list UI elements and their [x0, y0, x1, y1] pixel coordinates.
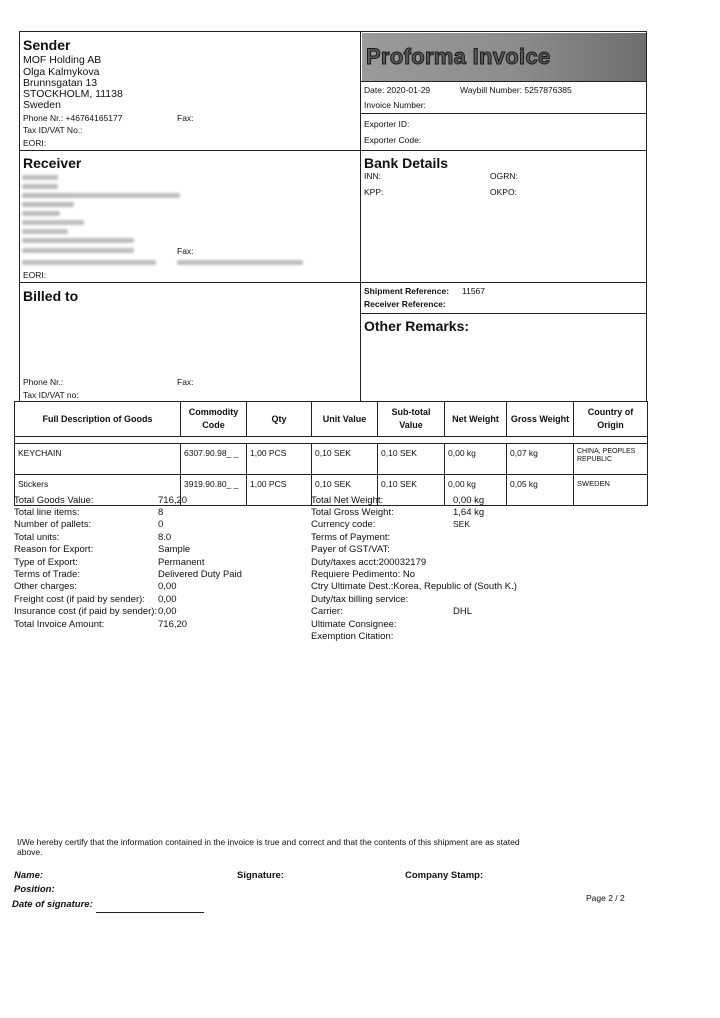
bank-okpo: OKPO: [490, 187, 517, 197]
header-net-weight: Net Weight [445, 402, 507, 437]
summary-value: Permanent [158, 557, 205, 568]
date-signature-line [96, 912, 204, 913]
summary-label: Total Net Weight: [311, 495, 384, 506]
remarks-heading: Other Remarks: [364, 318, 470, 334]
goods-header-row [15, 402, 648, 437]
sender-heading: Sender [23, 37, 71, 53]
cell-net-weight: 0,00 kg [445, 475, 507, 506]
header-gross-weight: Gross Weight [507, 402, 574, 437]
cell-unit-value: 0,10 SEK [312, 475, 378, 506]
cell-subtotal-value: 0,10 SEK [378, 444, 445, 475]
summary-value: 716,20 [158, 495, 188, 506]
bank-heading: Bank Details [364, 155, 449, 171]
sender-eori: EORI: [23, 138, 47, 148]
invoice-divider-b [360, 113, 647, 114]
summary-label: Exemption Citation: [311, 631, 394, 642]
cell-subtotal-value: 0,10 SEK [378, 475, 445, 506]
cell-country-of-origin: CHINA, PEOPLES REPUBLIC [574, 444, 648, 475]
cell-unit-value: 0,10 SEK [312, 444, 378, 475]
redacted-text [22, 229, 68, 234]
cell-commodity-code: 6307.90.98_ _ [181, 444, 247, 475]
receiver-heading: Receiver [23, 155, 82, 171]
billed-tax-id: Tax ID/VAT no: [23, 390, 79, 400]
shipment-reference-value: 11567 [462, 286, 486, 296]
name-label: Name: [14, 870, 44, 881]
redacted-text [22, 260, 156, 265]
row-divider-2 [19, 282, 647, 283]
cell-commodity-code: 3919.90.80_ _ [181, 475, 247, 506]
bank-inn: INN: [364, 171, 381, 181]
header-country-of-origin: Country of Origin [574, 402, 648, 437]
summary-value: Sample [158, 544, 191, 555]
bank-kpp: KPP: [364, 187, 384, 197]
redacted-text [22, 211, 60, 216]
sender-line: Olga Kalmykova [23, 66, 100, 78]
bank-ogrn: OGRN: [490, 171, 518, 181]
summary-value: 8.0 [158, 532, 172, 543]
cell-country-of-origin: SWEDEN [574, 475, 648, 506]
redacted-text [22, 193, 180, 198]
invoice-divider-a [360, 81, 647, 82]
summary-label: Carrier: [311, 606, 343, 617]
summary-value: 0 [158, 519, 164, 530]
sender-line: Brunnsgatan 13 [23, 77, 98, 89]
summary-label: Duty/taxes acct:200032179 [311, 557, 427, 568]
summary-value: 0,00 [158, 594, 177, 605]
billed-heading: Billed to [23, 288, 79, 304]
header-qty: Qty [247, 402, 312, 437]
cell-qty: 1,00 PCS [247, 444, 312, 475]
cell-description: Stickers [15, 475, 181, 506]
table-spacer [15, 437, 648, 444]
header-commodity-code: Commodity Code [181, 402, 247, 437]
sender-fax: Fax: [177, 113, 194, 123]
summary-value: 1,64 kg [453, 507, 485, 518]
invoice-title-banner [362, 33, 646, 81]
summary-label: Total Goods Value: [14, 495, 94, 506]
redacted-text [22, 175, 58, 180]
summary-label: Total units: [14, 532, 60, 543]
summary-label: Type of Export: [14, 557, 78, 568]
redacted-text [22, 220, 84, 225]
sender-line: MOF Holding AB [23, 54, 102, 66]
summary-label: Ultimate Consignee: [311, 619, 397, 630]
summary-value: 716,20 [158, 619, 188, 630]
summary-label: Terms of Trade: [14, 569, 80, 580]
table-row [15, 444, 648, 475]
receiver-eori: EORI: [23, 270, 47, 280]
exporter-id: Exporter ID: [364, 119, 410, 129]
summary-label: Payer of GST/VAT: [311, 544, 390, 555]
cell-gross-weight: 0,07 kg [507, 444, 574, 475]
receiver-fax: Fax: [177, 246, 194, 256]
summary-label: Currency code: [311, 519, 376, 530]
summary-value: DHL [453, 606, 473, 617]
position-label: Position: [14, 884, 55, 895]
date-of-signature-label: Date of signature: [12, 899, 93, 910]
summary-label: Total line items: [14, 507, 80, 518]
sender-line: STOCKHOLM, 11138 [23, 88, 123, 100]
summary-label: Insurance cost (if paid by sender): [14, 606, 158, 617]
summary-value: 0,00 kg [453, 495, 485, 506]
summary-label: Duty/tax billing service: [311, 594, 409, 605]
summary-value: SEK [453, 519, 471, 529]
summary-value: 8 [158, 507, 164, 518]
redacted-text [22, 184, 58, 189]
summary-value: 0,00 [158, 606, 177, 617]
summary-label: Freight cost (if paid by sender): [14, 594, 145, 605]
sender-tax-id: Tax ID/VAT No.: [23, 125, 83, 135]
cell-gross-weight: 0,05 kg [507, 475, 574, 506]
summary-label: Total Gross Weight: [311, 507, 394, 518]
redacted-text [22, 238, 134, 243]
billed-phone: Phone Nr.: [23, 377, 64, 387]
column-divider [360, 31, 361, 402]
summary-label: Other charges: [14, 581, 77, 592]
page-number: Page 2 / 2 [586, 893, 625, 903]
receiver-reference-label: Receiver Reference: [364, 299, 446, 309]
summary-label: Ctry Ultimate Dest.:Korea, Republic of (South K.) [311, 581, 517, 592]
shipment-reference-label: Shipment Reference: [364, 286, 450, 296]
redacted-text [22, 202, 74, 207]
company-stamp-label: Company Stamp: [405, 870, 484, 881]
signature-label: Signature: [237, 870, 284, 881]
billed-fax: Fax: [177, 377, 194, 387]
goods-table [14, 401, 648, 506]
sender-line: Sweden [23, 99, 61, 111]
invoice-number: Invoice Number: [364, 100, 426, 110]
certification-text-cont: above. [17, 847, 43, 857]
header-subtotal-value: Sub-total Value [378, 402, 445, 437]
remarks-divider [360, 313, 647, 314]
redacted-text [177, 260, 303, 265]
summary-label: Requiere Pedimento: No [311, 569, 416, 580]
summary-label: Terms of Payment: [311, 532, 391, 543]
sender-phone: Phone Nr.: +46764165177 [23, 113, 123, 123]
header-unit-value: Unit Value [312, 402, 378, 437]
exporter-code: Exporter Code: [364, 135, 422, 145]
summary-label: Reason for Export: [14, 544, 94, 555]
summary-label: Total Invoice Amount: [14, 619, 105, 630]
summary-label: Number of pallets: [14, 519, 92, 530]
invoice-title: Proforma Invoice [366, 44, 551, 69]
row-divider-1 [19, 150, 647, 151]
cell-description: KEYCHAIN [15, 444, 181, 475]
summary-value: 0,00 [158, 581, 177, 592]
certification-text: I/We hereby certify that the information contained in the invoice is true and correct and that the contents of this shipment are as stated [17, 837, 520, 847]
header-description: Full Description of Goods [15, 402, 181, 437]
redacted-text [22, 248, 134, 253]
summary-value: Delivered Duty Paid [158, 569, 242, 580]
cell-net-weight: 0,00 kg [445, 444, 507, 475]
waybill-number: Waybill Number: 5257876385 [460, 85, 572, 95]
invoice-date: Date: 2020-01-29 [364, 85, 431, 95]
cell-qty: 1,00 PCS [247, 475, 312, 506]
